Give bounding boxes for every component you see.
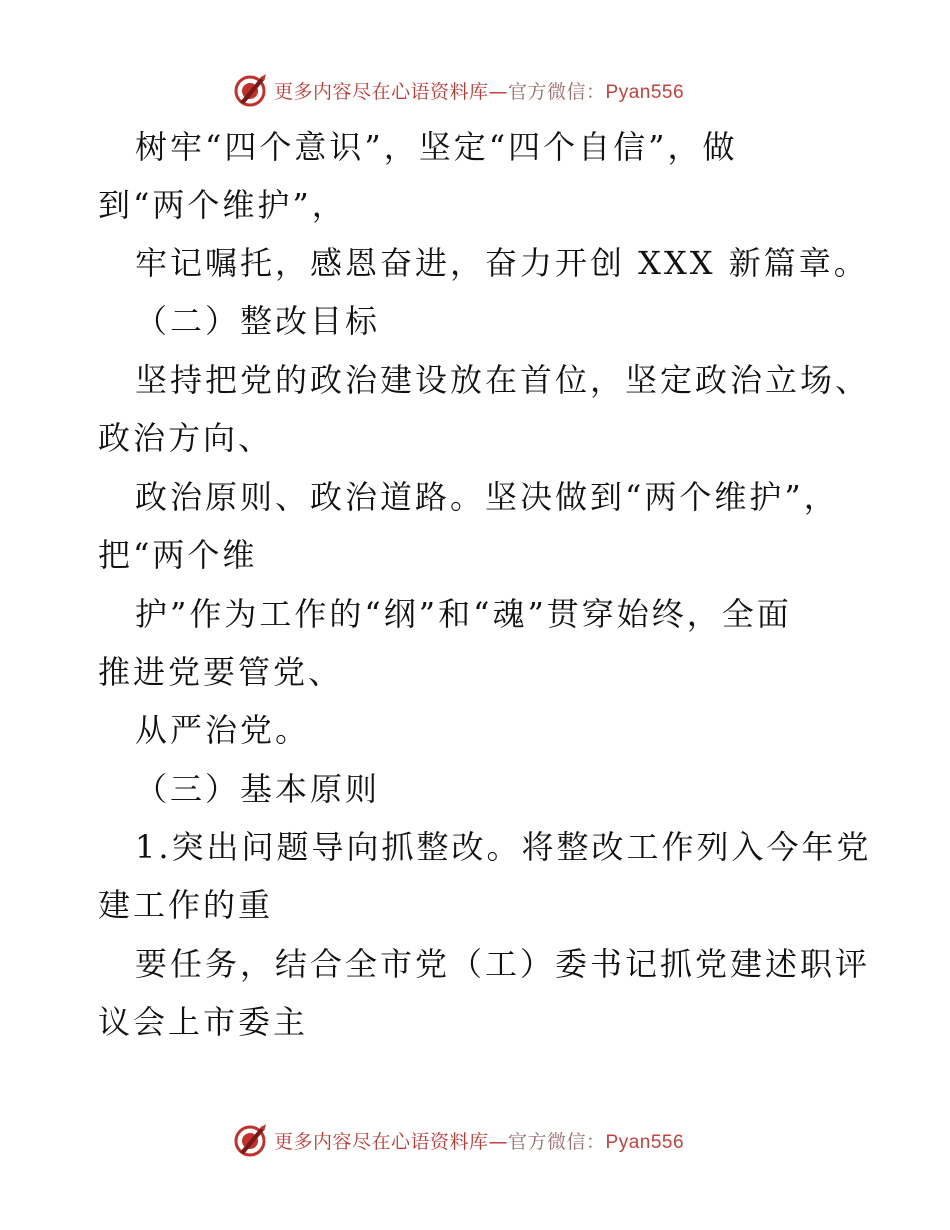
body-line: 政治方向、 <box>98 419 274 457</box>
section-heading: （二）整改目标 <box>135 302 381 340</box>
body-line: 建工作的重 <box>98 886 274 924</box>
watermark-text <box>274 1127 684 1154</box>
watermark-wechat-id: Pyan556 <box>605 1131 685 1153</box>
watermark-text <box>274 77 684 104</box>
body-line: 推进党要管党、 <box>98 653 344 691</box>
watermark-banner-bottom <box>232 1120 684 1160</box>
body-line: 要任务，结合全市党（工）委书记抓党建述职评 <box>135 945 871 983</box>
body-line: 把“两个维 <box>98 536 258 574</box>
watermark-site: 更多内容尽在心语资料库 <box>274 80 489 103</box>
body-line: 护”作为工作的“纲”和“魂”贯穿始终，全面 <box>135 595 792 633</box>
watermark-banner-top <box>232 70 684 110</box>
watermark-dash: — <box>488 80 509 103</box>
quill-logo-icon <box>232 72 268 108</box>
watermark-wechat-label: 官方微信： <box>508 80 606 103</box>
body-line: 1.突出问题导向抓整改。将整改工作列入今年党 <box>135 828 872 866</box>
body-line: 牢记嘱托，感恩奋进，奋力开创 XXX 新篇章。 <box>135 244 869 282</box>
section-heading: （三）基本原则 <box>135 770 381 808</box>
watermark-wechat-label: 官方微信： <box>508 1130 606 1153</box>
body-line: 从严治党。 <box>135 711 311 749</box>
body-line: 到“两个维护”， <box>98 186 347 224</box>
watermark-wechat-id: Pyan556 <box>605 81 685 103</box>
quill-logo-icon <box>232 1122 268 1158</box>
body-line: 坚持把党的政治建设放在首位，坚定政治立场、 <box>135 361 871 399</box>
body-line: 议会上市委主 <box>98 1003 309 1041</box>
watermark-site: 更多内容尽在心语资料库 <box>274 1130 489 1153</box>
body-line: 政治原则、政治道路。坚决做到“两个维护”， <box>135 478 839 516</box>
watermark-dash: — <box>488 1130 509 1153</box>
body-line: 树牢“四个意识”，坚定“四个自信”，做 <box>135 128 738 166</box>
